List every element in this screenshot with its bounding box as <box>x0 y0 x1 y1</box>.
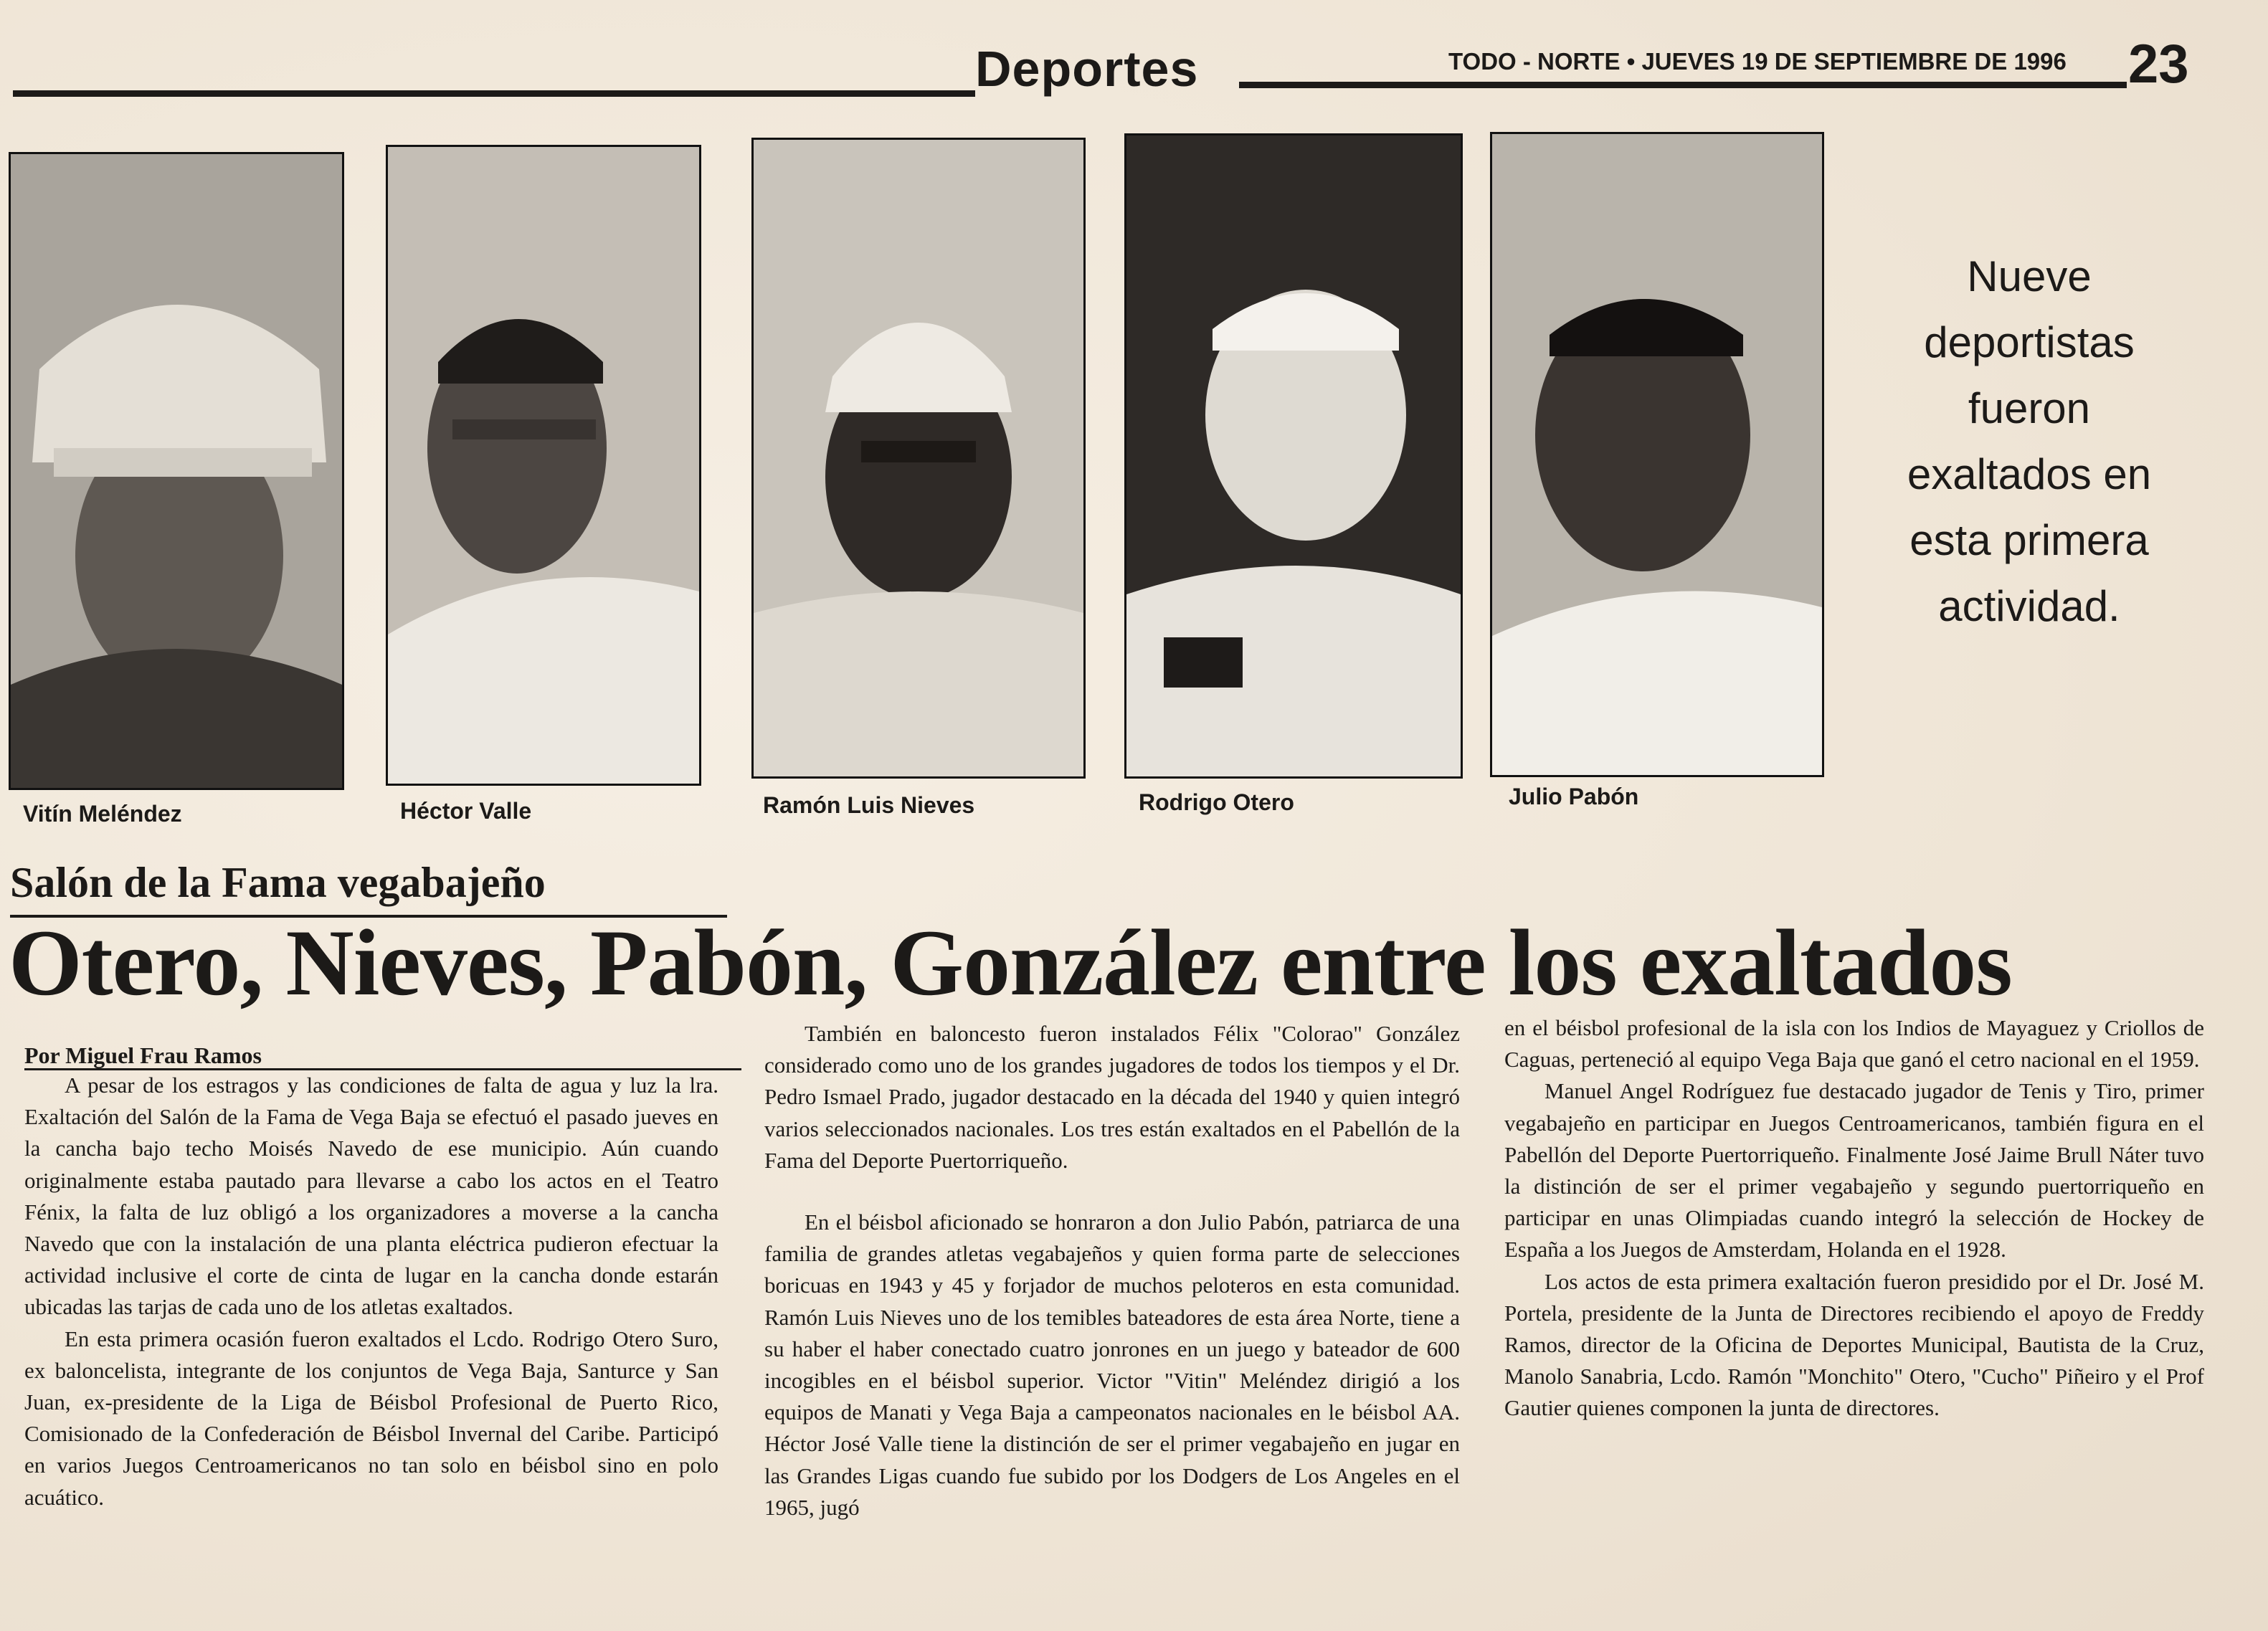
sidebar-line: exaltados en <box>1907 450 2152 498</box>
page-number: 23 <box>2128 34 2189 95</box>
dateline: TODO - NORTE • JUEVES 19 DE SEPTIEMBRE DE 1996 <box>1448 48 2067 75</box>
caption-hector-valle: Héctor Valle <box>400 798 532 824</box>
sidebar-line: fueron <box>1968 384 2091 432</box>
article-paragraph: Manuel Angel Rodríguez fue destacado jugador de Tenis y Tiro, primer vegabajeño en participar en Juegos Centroamericanos, también figura en el Pabellón del Deporte Puertorriqueño. Finalmente José Jaime Brull Náter tuvo la distinción de ser el primer vegabajeño y segundo puertorriqueño en participar en unas Olimpiadas cuando integró la selección de Hockey de España a los Juegos de Amsterdam, Holanda en el 1928. <box>1504 1078 2204 1263</box>
photo-hector-valle <box>386 145 701 786</box>
masthead-rule-left <box>13 90 975 97</box>
photo-rodrigo-otero <box>1124 133 1463 779</box>
article-column-2 <box>764 1018 1460 1523</box>
sidebar-line: Nueve <box>1967 252 2092 300</box>
sidebar-quote <box>1864 244 2194 639</box>
sidebar-line: deportistas <box>1924 318 2135 366</box>
caption-vitin-melendez: Vitín Meléndez <box>23 801 182 827</box>
article-headline: Otero, Nieves, Pabón, González entre los exaltados <box>9 910 2012 1015</box>
article-column-1 <box>24 1070 718 1513</box>
article-paragraph: en el béisbol profesional de la isla con los Indios de Mayaguez y Criollos de Caguas, perteneció al equipo Vega Baja que ganó el cetro nacional en el 1959. <box>1504 1015 2204 1073</box>
article-byline: Por Miguel Frau Ramos <box>24 1042 262 1068</box>
article-paragraph: A pesar de los estragos y las condiciones de falta de agua y luz la lra. Exaltación del Salón de la Fama de Vega Baja se efectuó el pasado jueves en la cancha bajo techo Moisés Navedo de ese municipio. Aún cuando originalmente estaba pautado para llevarse a cabo los actos en el Teatro Fénix, la falta de luz obligó a los organizadores a moverse a la cancha Navedo que con la instalación de una planta eléctrica pudieron efectuar la actividad inclusive el corte de cinta de lugar en la cancha donde estarán ubicadas las tarjas de cada uno de los atletas exaltados. <box>24 1073 718 1320</box>
photo-julio-pabon <box>1490 132 1824 777</box>
article-kicker: Salón de la Fama vegabajeño <box>10 859 546 906</box>
masthead-rule-right <box>1239 82 2127 88</box>
article-column-3 <box>1504 1012 2204 1425</box>
photo-ramon-luis-nieves <box>751 138 1086 779</box>
sidebar-line: esta primera <box>1909 516 2149 564</box>
article-paragraph: En el béisbol aficionado se honraron a don Julio Pabón, patriarca de una familia de grandes atletas vegabajeños y quien forma parte de selecciones boricuas en 1943 y 45 y forjador de muchos peloteros en esta comunidad. Ramón Luis Nieves uno de los temibles bateadores de esta área Norte, tiene a su haber el haber conectado cuatro jonrones en un juego y bateador de 600 incogibles en el béisbol superior. Victor "Vitin" Meléndez dirigió a los equipos de Manati y Vega Baja a campeonatos nacionales en le béisbol AA. Héctor José Valle tiene la distinción de ser el primer vegabajeño en jugar en las Grandes Ligas cuando fue subido por los Dodgers de Los Angeles en el 1965, jugó <box>764 1209 1460 1520</box>
caption-julio-pabon: Julio Pabón <box>1509 784 1639 809</box>
section-title: Deportes <box>975 41 1199 97</box>
caption-ramon-luis-nieves: Ramón Luis Nieves <box>763 792 975 818</box>
sidebar-line: actividad. <box>1938 582 2120 630</box>
article-paragraph: También en baloncesto fueron instalados Félix "Colorao" González considerado como uno de los grandes jugadores de todos los tiempos y el Dr. Pedro Ismael Prado, jugador destacado en la década del 1940 y quien integró varios seleccionados nacionales. Los tres están exaltados en el Pabellón de la Fama del Deporte Puertorriqueño. <box>764 1021 1460 1173</box>
article-paragraph: Los actos de esta primera exaltación fueron presidido por el Dr. José M. Portela, presidente de la Junta de Directores recibiendo el apoyo de Freddy Ramos, director de la Oficina de Deportes Municipal, Bautista de la Cruz, Manolo Sanabria, Lcdo. Ramón "Monchito" Otero, "Cucho" Piñeiro y el Prof Gautier quienes componen la junta de directores. <box>1504 1268 2204 1421</box>
photo-vitin-melendez <box>9 152 344 790</box>
caption-rodrigo-otero: Rodrigo Otero <box>1139 789 1294 815</box>
article-paragraph: En esta primera ocasión fueron exaltados el Lcdo. Rodrigo Otero Suro, ex baloncelista, integrante de los conjuntos de Vega Baja, Santurce y San Juan, ex-presidente de la Liga de Béisbol Profesional de Puerto Rico, Comisionado de la Confederación de Béisbol Invernal del Caribe. Participó en varios Juegos Centroamericanos no tan solo en béisbol sino en polo acuático. <box>24 1326 718 1510</box>
